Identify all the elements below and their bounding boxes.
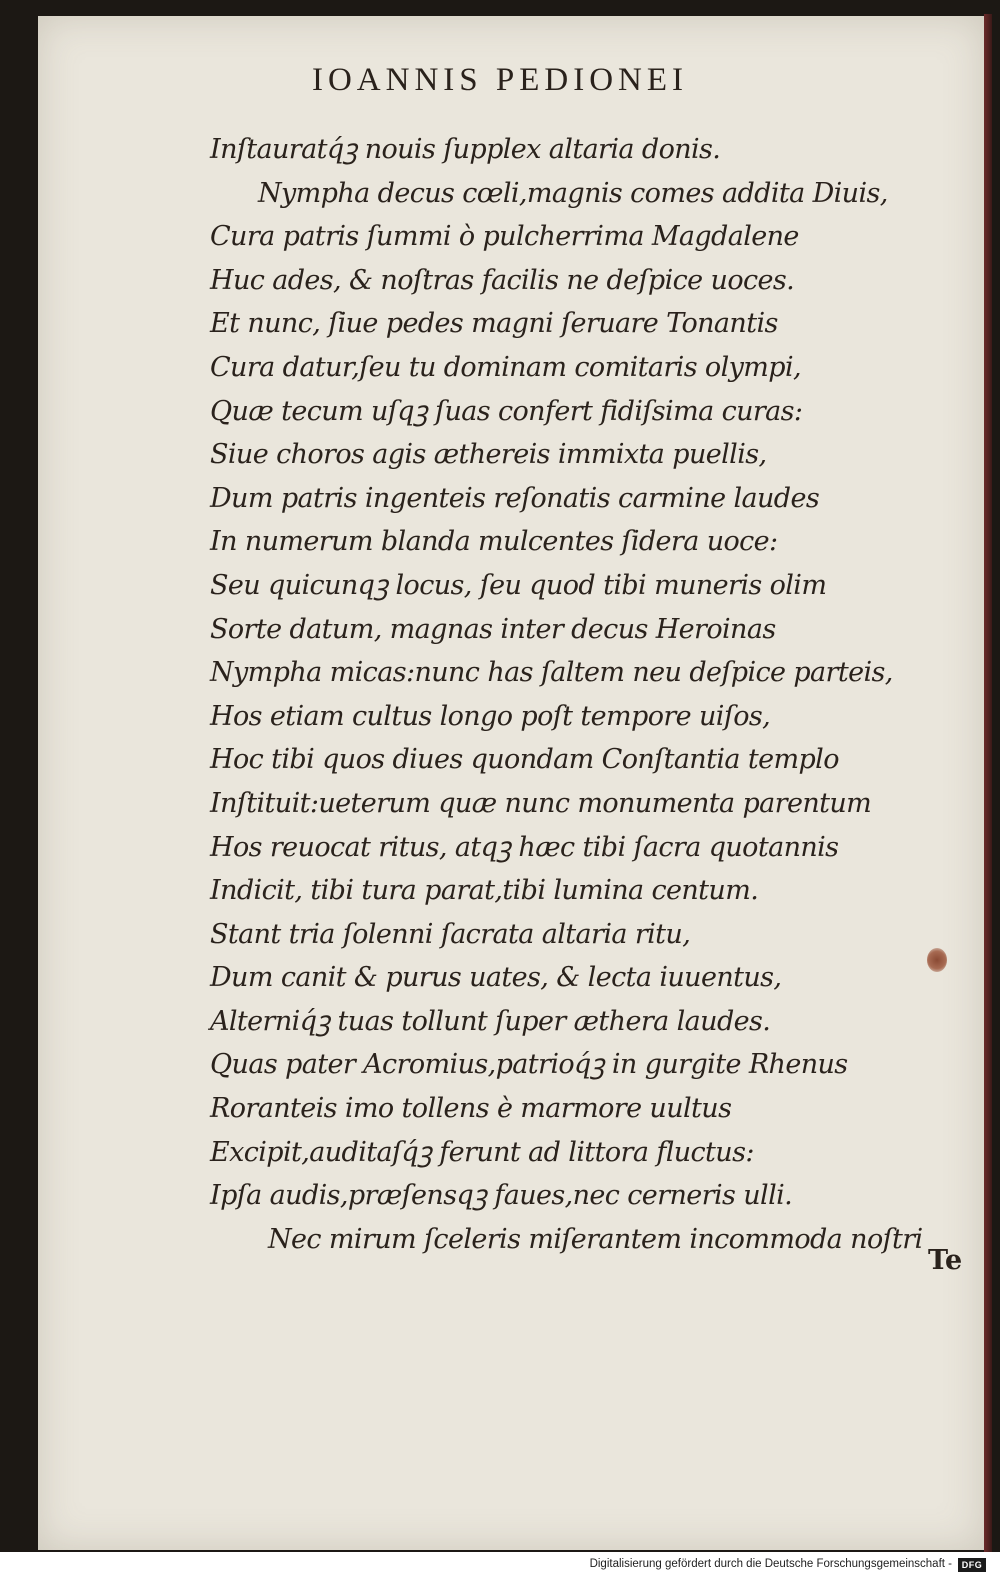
text-line: Hos reuocat ritus, atqꝫ hæc tibi ſacra quotannis xyxy=(210,831,839,863)
text-line: In numerum blanda mulcentes ſidera uoce: xyxy=(210,526,778,558)
page-edge xyxy=(984,14,992,1552)
funding-credit: Digitalisierung gefördert durch die Deutsche Forschungsgemeinschaft - xyxy=(589,1558,952,1570)
text-line: Dum canit & purus uates, & lecta iuuentus, xyxy=(210,962,782,994)
poem-text xyxy=(210,128,923,1261)
digitization-footer xyxy=(0,1552,1000,1581)
text-line: Cura patris ſummi ò pulcherrima Magdalene xyxy=(210,221,799,253)
text-line: Hoc tibi quos diues quondam Conſtantia templo xyxy=(210,744,839,776)
text-line: Stant tria ſolenni ſacrata altaria ritu, xyxy=(210,918,691,950)
catchword: Te xyxy=(928,1245,963,1276)
text-line: Nec mirum ſceleris miſerantem incommoda noſtri xyxy=(268,1223,923,1255)
text-line: Ipſa audis,præſensqꝫ faues,nec cerneris ulli. xyxy=(210,1180,793,1212)
text-line: Nympha decus cœli,magnis comes addita Diuis, xyxy=(258,177,888,209)
dfg-logo-icon: DFG xyxy=(958,1558,986,1572)
text-line: Seu quicunqꝫ locus, ſeu quod tibi muneris olim xyxy=(210,569,827,601)
running-head: IOANNIS PEDIONEI xyxy=(311,62,689,98)
text-line: Nympha micas:nunc has ſaltem neu deſpice parteis, xyxy=(210,657,893,689)
text-line: Inſtituit:ueterum quæ nunc monumenta parentum xyxy=(210,787,872,819)
text-line: Siue choros agis æthereis immixta puellis, xyxy=(210,439,767,471)
text-line: Roranteis imo tollens è marmore uultus xyxy=(210,1093,732,1125)
text-line: Alterniq́ꝫ tuas tollunt ſuper æthera laudes. xyxy=(210,1005,771,1037)
text-line: Quas pater Acromius,patrioq́ꝫ in gurgite Rhenus xyxy=(210,1049,848,1081)
text-line: Cura datur,ſeu tu dominam comitaris olympi, xyxy=(210,351,801,383)
text-line: Et nunc, ſiue pedes magni ſeruare Tonantis xyxy=(210,308,778,340)
text-line: Sorte datum, magnas inter decus Heroinas xyxy=(210,613,776,645)
text-line: Indicit, tibi tura parat,tibi lumina centum. xyxy=(210,875,759,907)
ink-stain xyxy=(927,948,947,972)
text-line: Dum patris ingenteis reſonatis carmine laudes xyxy=(210,482,820,514)
text-line: Quæ tecum uſqꝫ ſuas confert fidiſsima curas: xyxy=(210,395,803,427)
text-line: Inſtauratq́ꝫ nouis ſupplex altaria donis. xyxy=(210,134,721,165)
text-line: Hos etiam cultus longo poſt tempore uiſos, xyxy=(210,700,771,732)
text-line: Excipit,auditaſq́ꝫ ferunt ad littora fluctus: xyxy=(210,1136,754,1168)
text-line: Huc ades, & noſtras facilis ne deſpice uoces. xyxy=(210,264,795,296)
